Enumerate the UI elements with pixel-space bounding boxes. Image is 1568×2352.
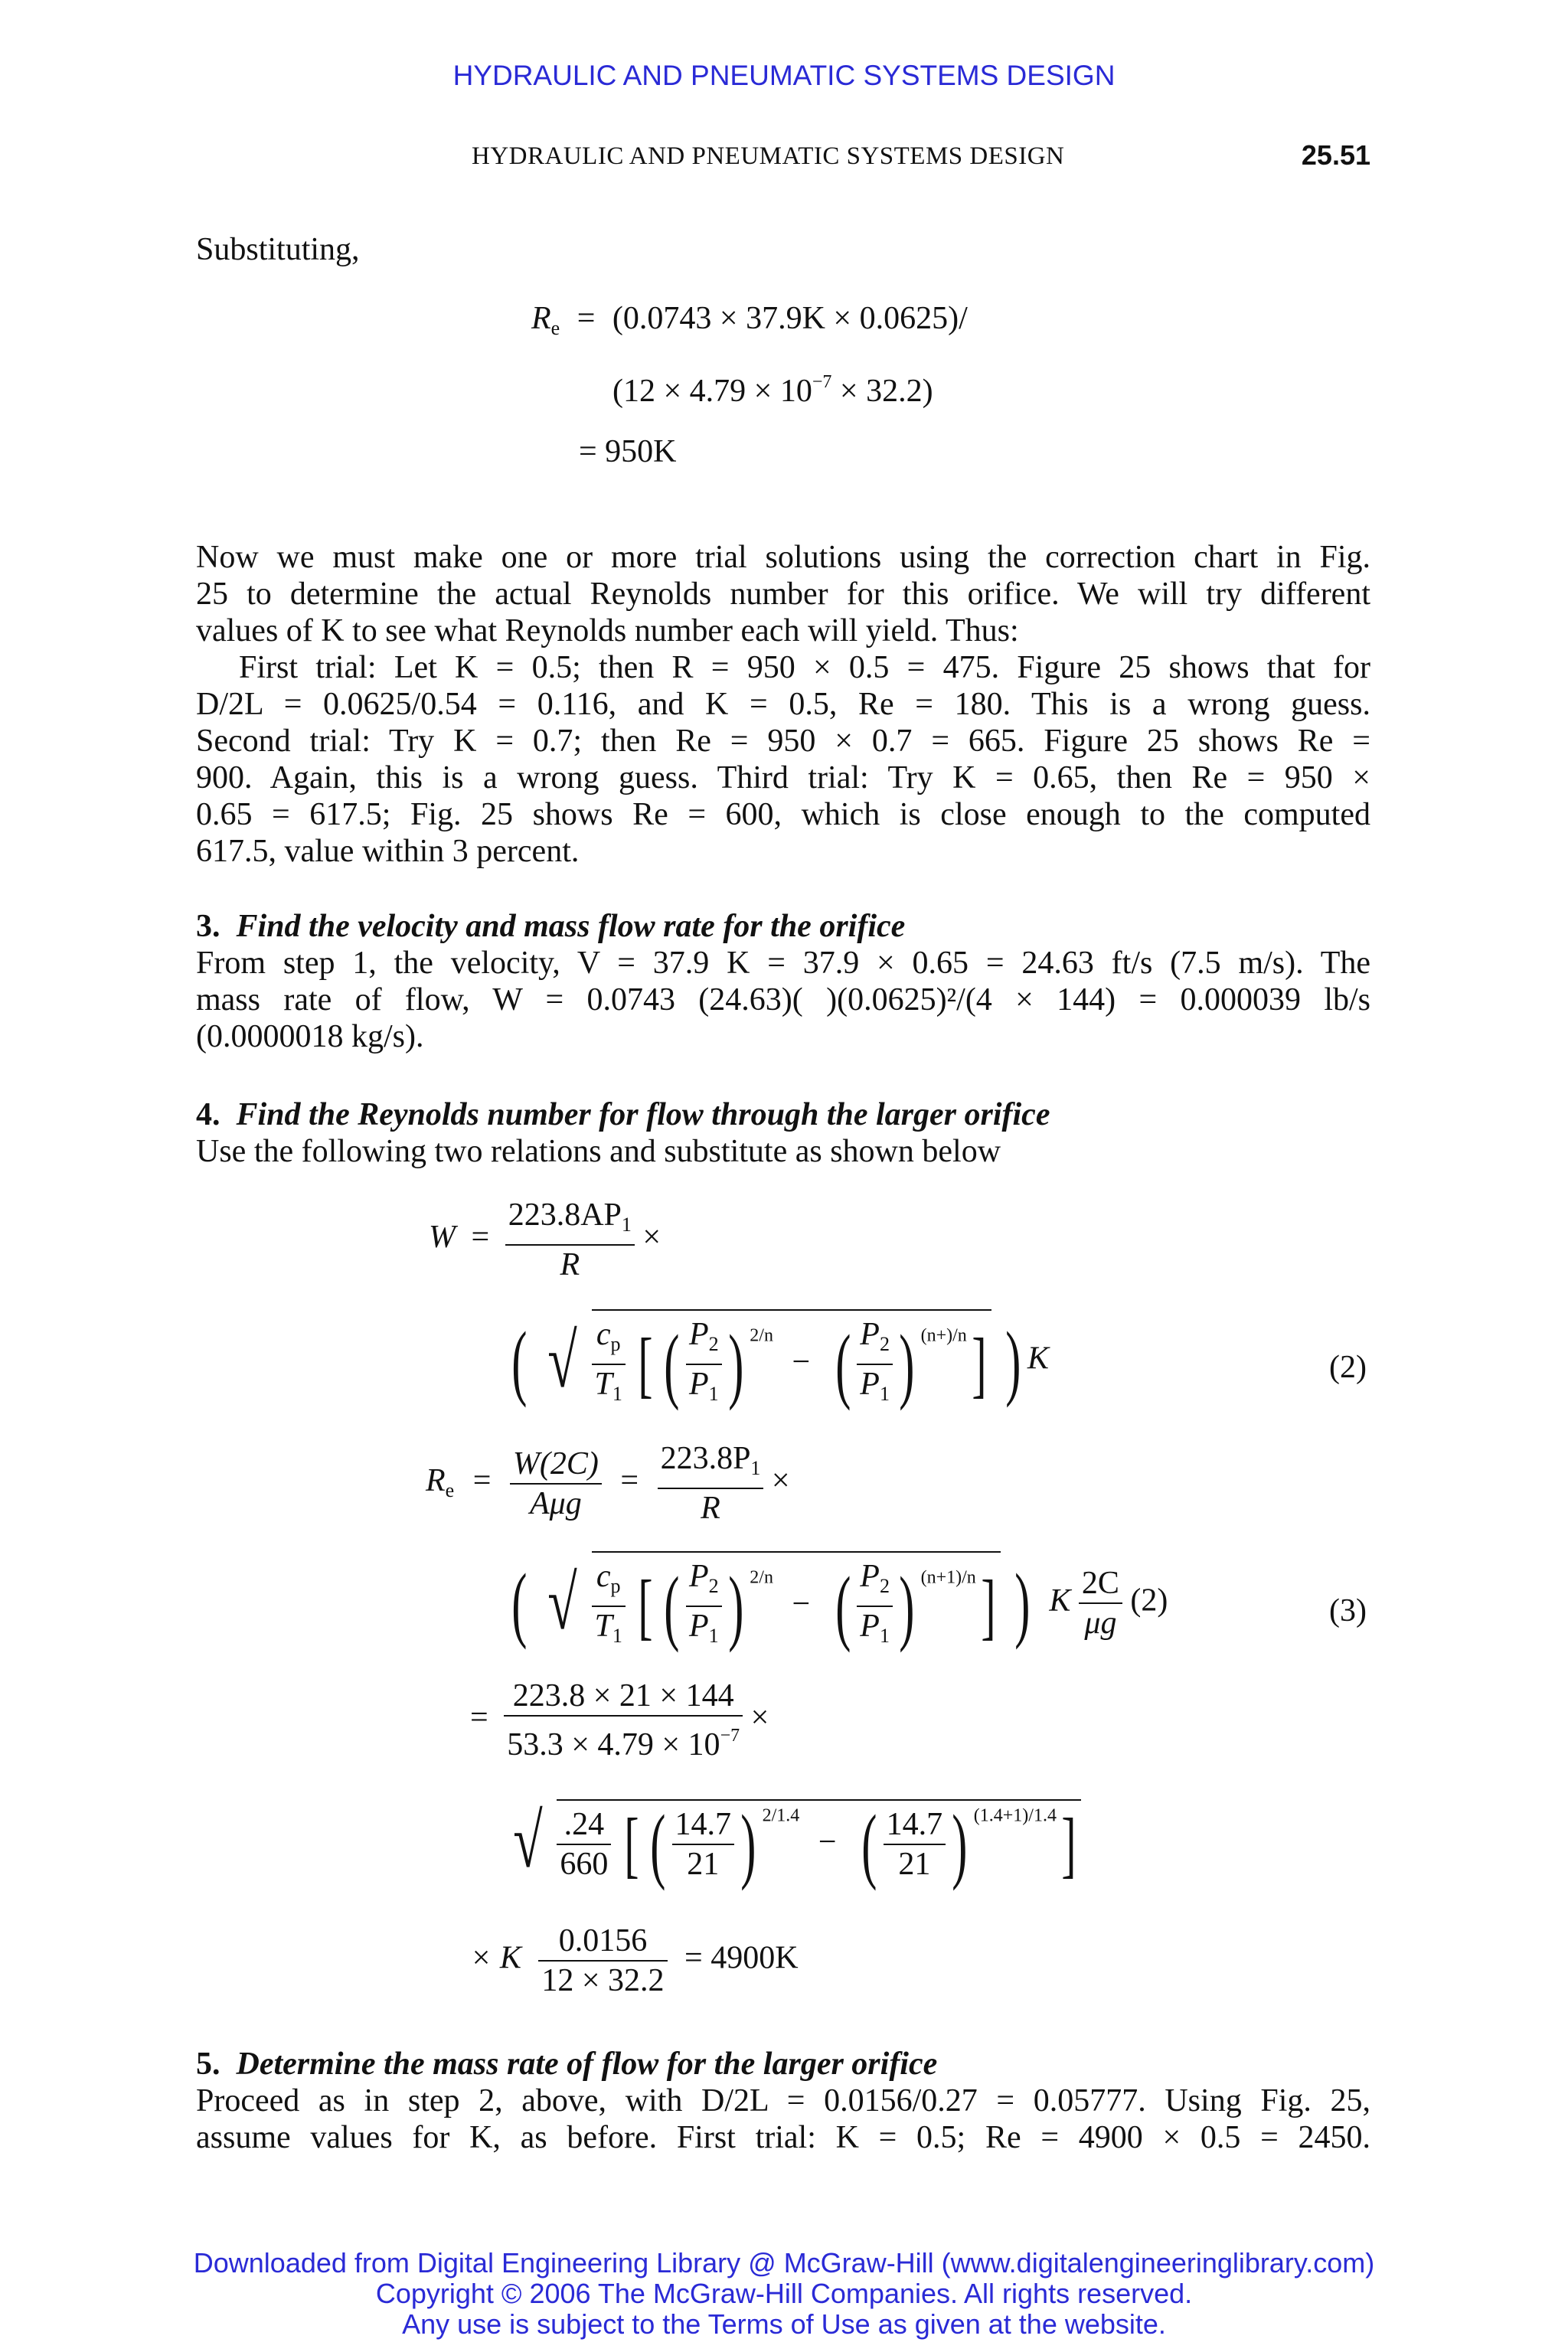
eq4-fraction-1: $\frac{223.8 \times 21 \times 144}{53.3 \times 4.79 \times 10^{-7}}$ (504, 1677, 743, 1764)
running-head: HYDRAULIC AND PNEUMATIC SYSTEMS DESIGN (472, 142, 1065, 170)
eq1-line2-a: (12 × 4.79 × 10 (612, 374, 812, 409)
eq2-K: K (1027, 1341, 1049, 1377)
eq3-fraction-1: $\frac{W(2C)}{\text{Aμg}}$ (510, 1445, 602, 1523)
eq1-lhs: R (531, 301, 551, 336)
eq1-line2-b: × 32.2) (831, 374, 933, 409)
eq1-equals: = (577, 301, 596, 336)
equation-2-line-1: W = $\frac{223.8AP_1}{R}$ × (429, 1197, 662, 1282)
eq2-num: 223.8AP (508, 1197, 622, 1233)
footer-terms-line: Any use is subject to the Terms of Use as given at the website. (402, 2308, 1166, 2340)
paragraph-line: Proceed as in step 2, above, with D/2L = 0.0156/0.27 = 0.05777. Using Fig. 25, (196, 2083, 1370, 2118)
equation-4-line-1: = $\frac{223.8 \times 21 \times 144}{53.3 \times 4.79 \times 10^{-7}}$ × (470, 1678, 769, 1762)
trial-paragraph (196, 539, 1370, 870)
paragraph-line: First trial: Let K = 0.5; then R = 950 × 0.5 = 475. Figure 25 shows that for (239, 650, 1370, 685)
eq4-fraction-3: $\frac{0.0156}{12 \times 32.2}$ (538, 1922, 667, 2000)
equation-1-line-2 (612, 372, 933, 410)
step-5 (196, 2046, 1370, 2156)
eq3-fraction-2: $\frac{223.8P_1}{R}$ (658, 1439, 764, 1527)
equation-4-line-2: √ $\frac{.24}{660}$ [ ( $\frac{14.7}{21}$ ) $^{2/1.4}$ − ( $\frac{14.7}{21}$ ) $^{(1.4+1)/1.4}$] (507, 1799, 1081, 1883)
paragraph-line: values of K to see what Reynolds number each will yield. Thus: (196, 613, 1019, 648)
step-3-number: 3. (196, 909, 220, 944)
step-4-heading (196, 1096, 1370, 1133)
step-4 (196, 1096, 1370, 1170)
step-5-number: 5. (196, 2047, 220, 2082)
paragraph-line: (0.0000018 kg/s). (196, 1019, 424, 1054)
equation-3-number: (3) (1329, 1593, 1367, 1628)
equation-1-line-1 (531, 300, 968, 340)
paragraph-line: 900. Again, this is a wrong guess. Third trial: Try K = 0.65, then Re = 950 × (196, 760, 1370, 795)
paragraph-line: 25 to determine the actual Reynolds number for this orifice. We will try different (196, 577, 1370, 612)
step-3 (196, 908, 1370, 1055)
eq2-times: × (642, 1220, 662, 1256)
top-banner: HYDRAULIC AND PNEUMATIC SYSTEMS DESIGN (452, 60, 1116, 91)
eq1-lhs-sub: e (550, 317, 560, 339)
equation-4-line-3: × K $\frac{0.0156}{12 \times 32.2}$ = 4900K (470, 1923, 799, 1998)
eq2-lhs: W (429, 1220, 456, 1256)
equation-1-line-3: = 950K (579, 434, 677, 469)
step-3-title: Find the velocity and mass flow rate for the orifice (236, 909, 906, 944)
eq2-den: R (560, 1247, 580, 1282)
paragraph-line: Use the following two relations and substitute as shown below (196, 1134, 1001, 1169)
footer (0, 2248, 1568, 2340)
eq1-line1: (0.0743 × 37.9K × 0.0625)/ (612, 301, 968, 336)
step-4-number: 4. (196, 1097, 220, 1132)
paragraph-line: assume values for K, as before. First trial: K = 0.5; Re = 4900 × 0.5 = 2450. (196, 2120, 1370, 2155)
paragraph-line: Now we must make one or more trial solutions using the correction chart in Fig. (196, 540, 1370, 575)
step-5-heading (196, 2046, 1370, 2082)
paragraph-line: D/2L = 0.0625/0.54 = 0.116, and K = 0.5, Re = 180. This is a wrong guess. (196, 687, 1370, 722)
eq2-fraction: $\frac{223.8AP_1}{R}$ (505, 1196, 635, 1284)
substituting-label: Substituting, (196, 232, 360, 267)
step-4-title: Find the Reynolds number for flow through the larger orifice (236, 1097, 1050, 1132)
equation-3-line-2: ( √ $\frac{c_p}{T_1}$ [ ( $\frac{P_2}{P_1}$ ) $^{2/n}$ − ( $\frac{P_2}{P_1}$ ) $^{(n+1)/n}$] ) K $\frac{2C}{\mu g}$ (2) (505, 1551, 1168, 1655)
step-5-title: Determine the mass rate of flow for the larger orifice (236, 2047, 938, 2082)
paragraph-line: From step 1, the velocity, V = 37.9 K = 37.9 × 0.65 = 24.63 ft/s (7.5 m/s). The (196, 946, 1370, 981)
eq1-line2-sup: −7 (812, 372, 832, 392)
step-3-heading (196, 908, 1370, 945)
footer-copyright-line: Copyright © 2006 The McGraw-Hill Companies. All rights reserved. (375, 2278, 1193, 2309)
paragraph-line: 0.65 = 617.5; Fig. 25 shows Re = 600, which is close enough to the computed (196, 797, 1370, 832)
paragraph-line: mass rate of flow, W = 0.0743 (24.63)( )(0.0625)²/(4 × 144) = 0.000039 lb/s (196, 982, 1370, 1018)
equation-2-line-2: ( √ $\frac{c_p}{T_1}$ [ ( $\frac{P_2}{P_1}$ ) $^{2/n}$ − ( $\frac{P_2}{P_1}$ ) $^{(n+)/n}$] ) K (505, 1309, 1049, 1413)
paragraph-line: 617.5, value within 3 percent. (196, 834, 580, 869)
equation-2-number: (2) (1329, 1350, 1367, 1385)
equation-3-line-1: $R_e$ = $\frac{W(2C)}{\text{Aμg}}$ = $\frac{223.8P_1}{R}$ × (426, 1441, 790, 1526)
footer-download-line: Downloaded from Digital Engineering Library @ McGraw-Hill (www.digitalengineeringlibrary.com) (193, 2247, 1375, 2278)
page-number: 25.51 (1301, 139, 1370, 171)
paragraph-line: Second trial: Try K = 0.7; then Re = 950 × 0.7 = 665. Figure 25 shows Re = (196, 724, 1370, 759)
